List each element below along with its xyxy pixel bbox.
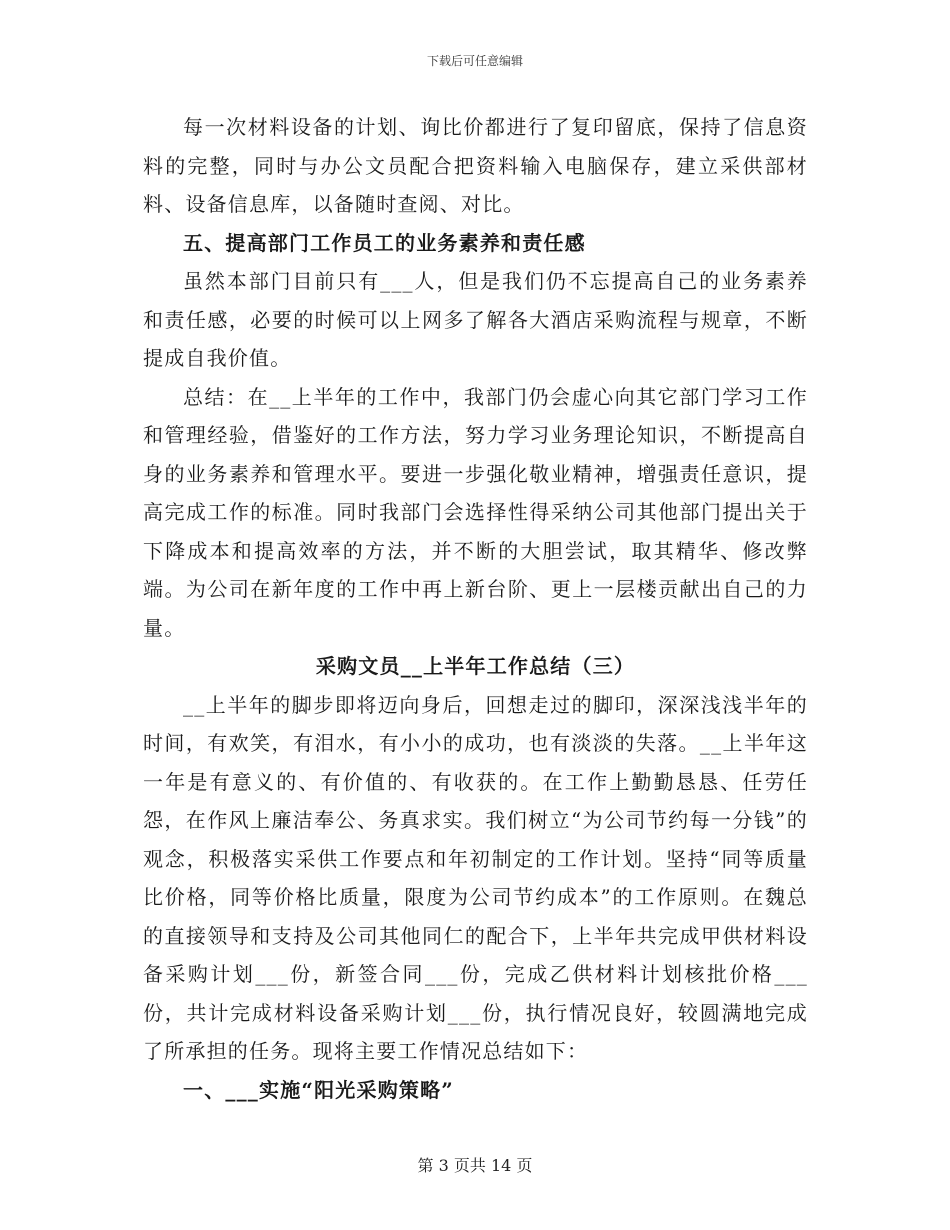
paragraph-half-year-overview: __上半年的脚步即将迈向身后，回想走过的脚印，深深浅浅半年的时间，有欢笑，有泪水，有小小的成功，也有淡淡的失落。__上半年这一年是有意义的、有价值的、有收获的。在工作上勤勤恳恳、任劳任怨，在作风上廉洁奉公、务真求实。我们树立“为公司节约每一分钱”的观念，积极落实采供工作要点和年初制定的工作计划。坚持“同等质量比价格，同等价格比质量，限度为公司节约成本”的工作原则。在魏总的直接领导和支持及公司其他同仁的配合下，上半年共完成甲供材料设备采购计划___份，新签合同___份，完成乙供材料计划核批价格___份，共计完成材料设备采购计划___份，执行情况良好，较圆满地完成了所承担的任务。现将主要工作情况总结如下： (143, 692, 808, 1063)
paragraph-info-archive: 每一次材料设备的计划、询比价都进行了复印留底，保持了信息资料的完整，同时与办公文员配合把资料输入电脑保存，建立采供部材料、设备信息库，以备随时查阅、对比。 (143, 115, 808, 216)
document-body (143, 108, 808, 1109)
page-header: 下载后可任意编辑 (426, 54, 523, 68)
section-title: 采购文员__上半年工作总结（三） (315, 654, 636, 678)
heading-section-1: 一、___实施“阳光采购策略” (183, 1077, 455, 1102)
paragraph-summary: 总结：在__上半年的工作中，我部门仍会虚心向其它部门学习工作和管理经验，借鉴好的工作方法，努力学习业务理论知识，不断提高自身的业务素养和管理水平。要进一步强化敬业精神，增强责任意识，提高完成工作的标准。同时我部门会选择性得采纳公司其他部门提出关于下降成本和提高效率的方法，并不断的大胆尝试，取其精华、修改弊端。为公司在新年度的工作中再上新台阶、更上一层楼贡献出自己的力量。 (143, 384, 808, 640)
paragraph-staff-quality: 虽然本部门目前只有___人，但是我们仍不忘提高自己的业务素养和责任感，必要的时候可以上网多了解各大酒店采购流程与规章，不断提成自我价值。 (143, 269, 808, 370)
page-number: 第 3 页共 14 页 (417, 1156, 533, 1175)
heading-section-5: 五、提高部门工作员工的业务素养和责任感 (183, 230, 586, 255)
